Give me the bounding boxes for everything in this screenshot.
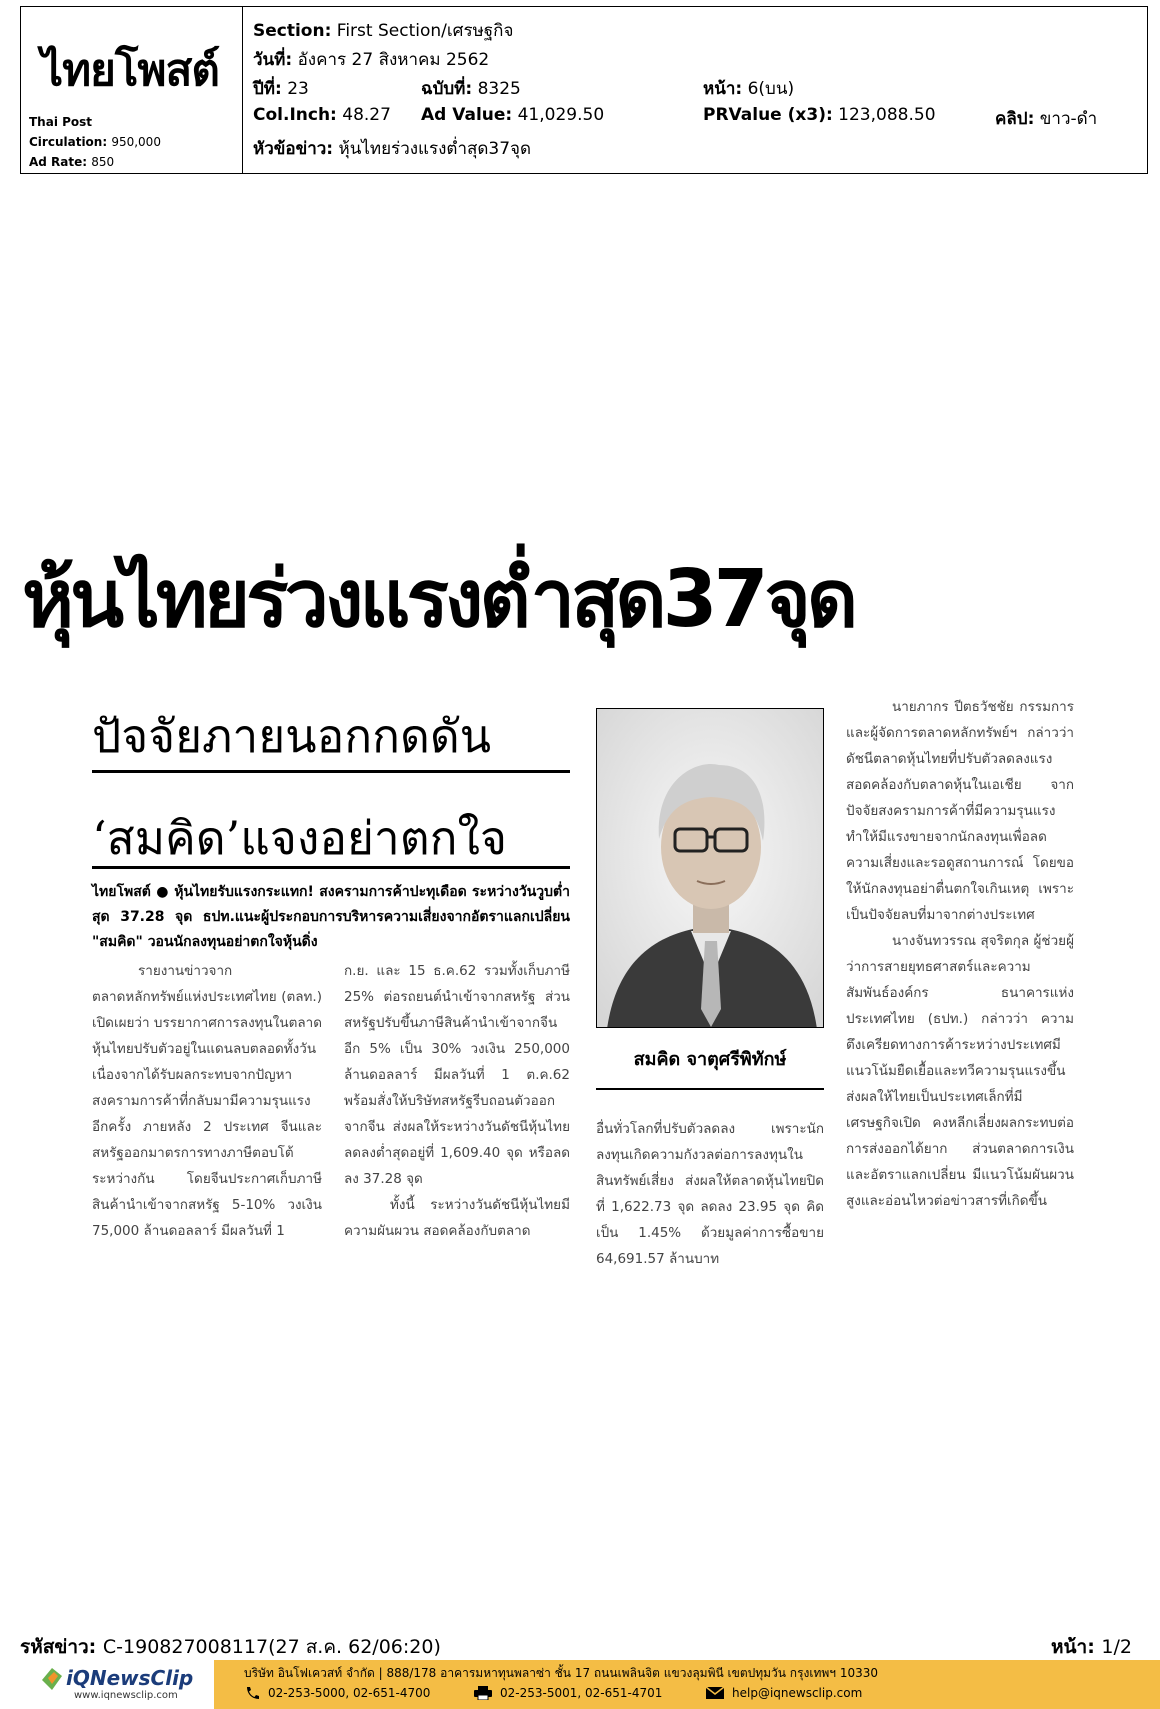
page-label: หน้า: [703,79,743,99]
article-lead: ไทยโพสต์ ● หุ้นไทยรับแรงกระแทก! สงครามการค้าปะทุเดือด ระหว่างวันวูบต่ำสุด 37.28 จุด ธปท.แนะผู้ประกอบการบริหารความเสี่ยงจากอัตราแลกเปลี่ยน "สมคิด" วอนนักลงทุนอย่าตกใจหุ้นดิ่ง [92,884,570,950]
publication-info [21,7,243,173]
page-number-value: 1/2 [1101,1636,1132,1658]
page-value: 6(บน) [747,79,795,99]
email-contact [706,1686,862,1700]
col-inch-field [253,105,391,125]
newspaper-logo: ไทยโพสต์ [41,45,219,96]
issue-field [421,75,521,102]
headline-value: หุ้นไทยร่วงแรงต่ำสุด37จุด [338,139,532,159]
page-number [1051,1632,1132,1662]
col-inch-value: 48.27 [342,105,391,125]
email-icon [706,1687,724,1699]
phone-numbers[interactable]: 02-253-5000, 02-651-4700 [268,1686,431,1700]
headline-label: หัวข้อข่าว: [253,139,334,159]
news-code-value: C-190827008117(27 ส.ค. 62/06:20) [102,1636,441,1658]
date-label: วันที่: [253,50,293,70]
fax-numbers[interactable]: 02-253-5001, 02-651-4701 [500,1686,663,1700]
ad-rate-value: 850 [91,155,115,169]
col-inch-label: Col.Inch: [253,105,337,125]
photo-caption: สมคิด จาตุศรีพิทักษ์ [633,1049,787,1070]
iqnewsclip-logo [40,1666,200,1706]
year-value: 23 [287,79,309,99]
ad-value-value: 41,029.50 [517,105,605,125]
year-field [253,75,309,102]
clip-type-label: คลิป: [995,109,1035,129]
circulation-value: 950,000 [111,135,161,149]
section-row [253,17,513,44]
issue-label: ฉบับที่: [421,79,473,99]
news-code [20,1632,441,1662]
headline-row [253,135,531,162]
portrait-photo [596,708,824,1028]
clip-type-value: ขาว-ดำ [1039,109,1098,129]
article-column-2 [344,958,570,1244]
year-label: ปีที่: [253,79,282,99]
article-subhead-1: ปัจจัยภายนอกกดดัน [92,709,492,763]
phone-contact [244,1686,430,1700]
circulation-label: Circulation: [29,135,108,149]
column-1-text: รายงานข่าวจากตลาดหลักทรัพย์แห่งประเทศไทย (ตลท.) เปิดเผยว่า บรรยากาศการลงทุนในตลาดหุ้นไทยปรับตัวอยู่ในแดนลบตลอดทั้งวัน เนื่องจากได้รับผลกระทบจากปัญหาสงครามการค้าที่กลับมามีความรุนแรงอีกครั้ง ภายหลัง 2 ประเทศ จีนและสหรัฐออกมาตรการทางภาษีตอบโต้ระหว่างกัน โดยจีนประกาศเก็บภาษีสินค้านำเข้าจากสหรัฐ 5-10% วงเงิน 75,000 ล้านดอลลาร์ มีผลวันที่ 1 [92,963,322,1239]
subhead-1-underline [92,770,570,773]
paper-name: Thai Post [29,115,93,129]
column-4-paragraph-2: นางจันทวรรณ สุจริตกุล ผู้ช่วยผู้ว่าการสายยุทธศาสตร์และความสัมพันธ์องค์กร ธนาคารแห่งประเทศไทย (ธปท.) กล่าวว่า ความตึงเครียดทางการค้าระหว่างประเทศมีแนวโน้มยืดเยื้อและทวีความรุนแรงขึ้น ส่งผลให้ไทยเป็นประเทศเล็กที่มีเศรษฐกิจเปิด คงหลีกเลี่ยงผลกระทบต่อการส่งออกได้ยาก ส่วนตลาดการเงินและอัตราแลกเปลี่ยน มีแนวโน้มผันผวนสูงและอ่อนไหวต่อข่าวสารที่เกิดขึ้น [846,933,1074,1209]
pr-value-field [703,105,936,125]
fax-icon [474,1686,492,1700]
clip-logo-icon [40,1666,64,1692]
ad-rate [29,155,114,169]
circulation [29,135,161,149]
article-column-1 [92,958,322,1244]
logo-url: www.iqnewsclip.com [74,1690,178,1701]
pr-value-value: 123,088.50 [838,105,936,125]
page-field [703,75,794,102]
article-column-4 [846,694,1074,1214]
ad-value-label: Ad Value: [421,105,513,125]
caption-divider [596,1088,824,1090]
page-number-label: หน้า: [1051,1636,1095,1658]
column-2-text: ก.ย. และ 15 ธ.ค.62 รวมทั้งเก็บภาษี 25% ต่อรถยนต์นำเข้าจากสหรัฐ ส่วนสหรัฐปรับขึ้นภาษีสินค้านำเข้าจากจีนอีก 5% เป็น 30% วงเงิน 250,000 ล้านดอลลาร์ มีผลวันที่ 1 ต.ค.62 พร้อมสั่งให้บริษัทสหรัฐรีบถอนตัวออกจากจีน ส่งผลให้ระหว่างวันดัชนีหุ้นไทยลดลงต่ำสุดอยู่ที่ 1,609.40 จุด หรือลดลง 37.28 จุด [344,963,570,1187]
fax-contact [474,1686,662,1700]
date-value: อังคาร 27 สิงหาคม 2562 [297,50,490,70]
section-value: First Section/เศรษฐกิจ [336,21,514,41]
date-row [253,46,489,73]
column-2-paragraph-2: ทั้งนี้ ระหว่างวันดัชนีหุ้นไทยมีความผันผวน สอดคล้องกับตลาด [344,1197,570,1239]
portrait-illustration [597,709,824,1028]
subhead-2-underline [92,866,570,869]
ad-rate-label: Ad Rate: [29,155,88,169]
column-4-paragraph-1: นายภากร ปีตธวัชชัย กรรมการและผู้จัดการตลาดหลักทรัพย์ฯ กล่าวว่า ดัชนีตลาดหุ้นไทยที่ปรับตัวลดลงแรง สอดคล้องกับตลาดหุ้นในเอเชีย จากปัจจัยสงครามการค้าที่มีความรุนแรง ทำให้มีแรงขายจากนักลงทุนเพื่อลดความเสี่ยงและรอดูสถานการณ์ โดยขอให้นักลงทุนอย่าตื่นตกใจเกินเหตุ เพราะเป็นปัจจัยลบที่มาจากต่างประเทศ [846,699,1074,923]
ad-value-field [421,105,604,125]
article-column-3 [596,1116,824,1272]
news-code-label: รหัสข่าว: [20,1636,97,1658]
issue-value: 8325 [477,79,521,99]
column-3-text: อื่นทั่วโลกที่ปรับตัวลดลง เพราะนักลงทุนเกิดความกังวลต่อการลงทุนในสินทรัพย์เสี่ยง ส่งผลให้ตลาดหุ้นไทยปิดที่ 1,622.73 จุด ลดลง 23.95 จุด คิดเป็น 1.45% ด้วยมูลค่าการซื้อขาย 64,691.57 ล้านบาท [596,1121,824,1267]
pr-value-label: PRValue (x3): [703,105,833,125]
clip-type-field [995,105,1097,132]
article-headline: หุ้นไทยร่วงแรงต่ำสุด37จุด [22,553,855,645]
email-address[interactable]: help@iqnewsclip.com [732,1686,863,1700]
article-subhead-2: ‘สมคิด’แจงอย่าตกใจ [92,811,507,865]
phone-icon [244,1686,260,1700]
company-address: บริษัท อินโฟเควสท์ จำกัด | 888/178 อาคารมหาทุนพลาซ่า ชั้น 17 ถนนเพลินจิต แขวงลุมพินี เขตปทุมวัน กรุงเทพฯ 10330 [244,1666,879,1680]
logo-text: iQNewsClip [66,1666,194,1690]
clip-metadata-box [20,6,1148,174]
section-label: Section: [253,21,332,41]
